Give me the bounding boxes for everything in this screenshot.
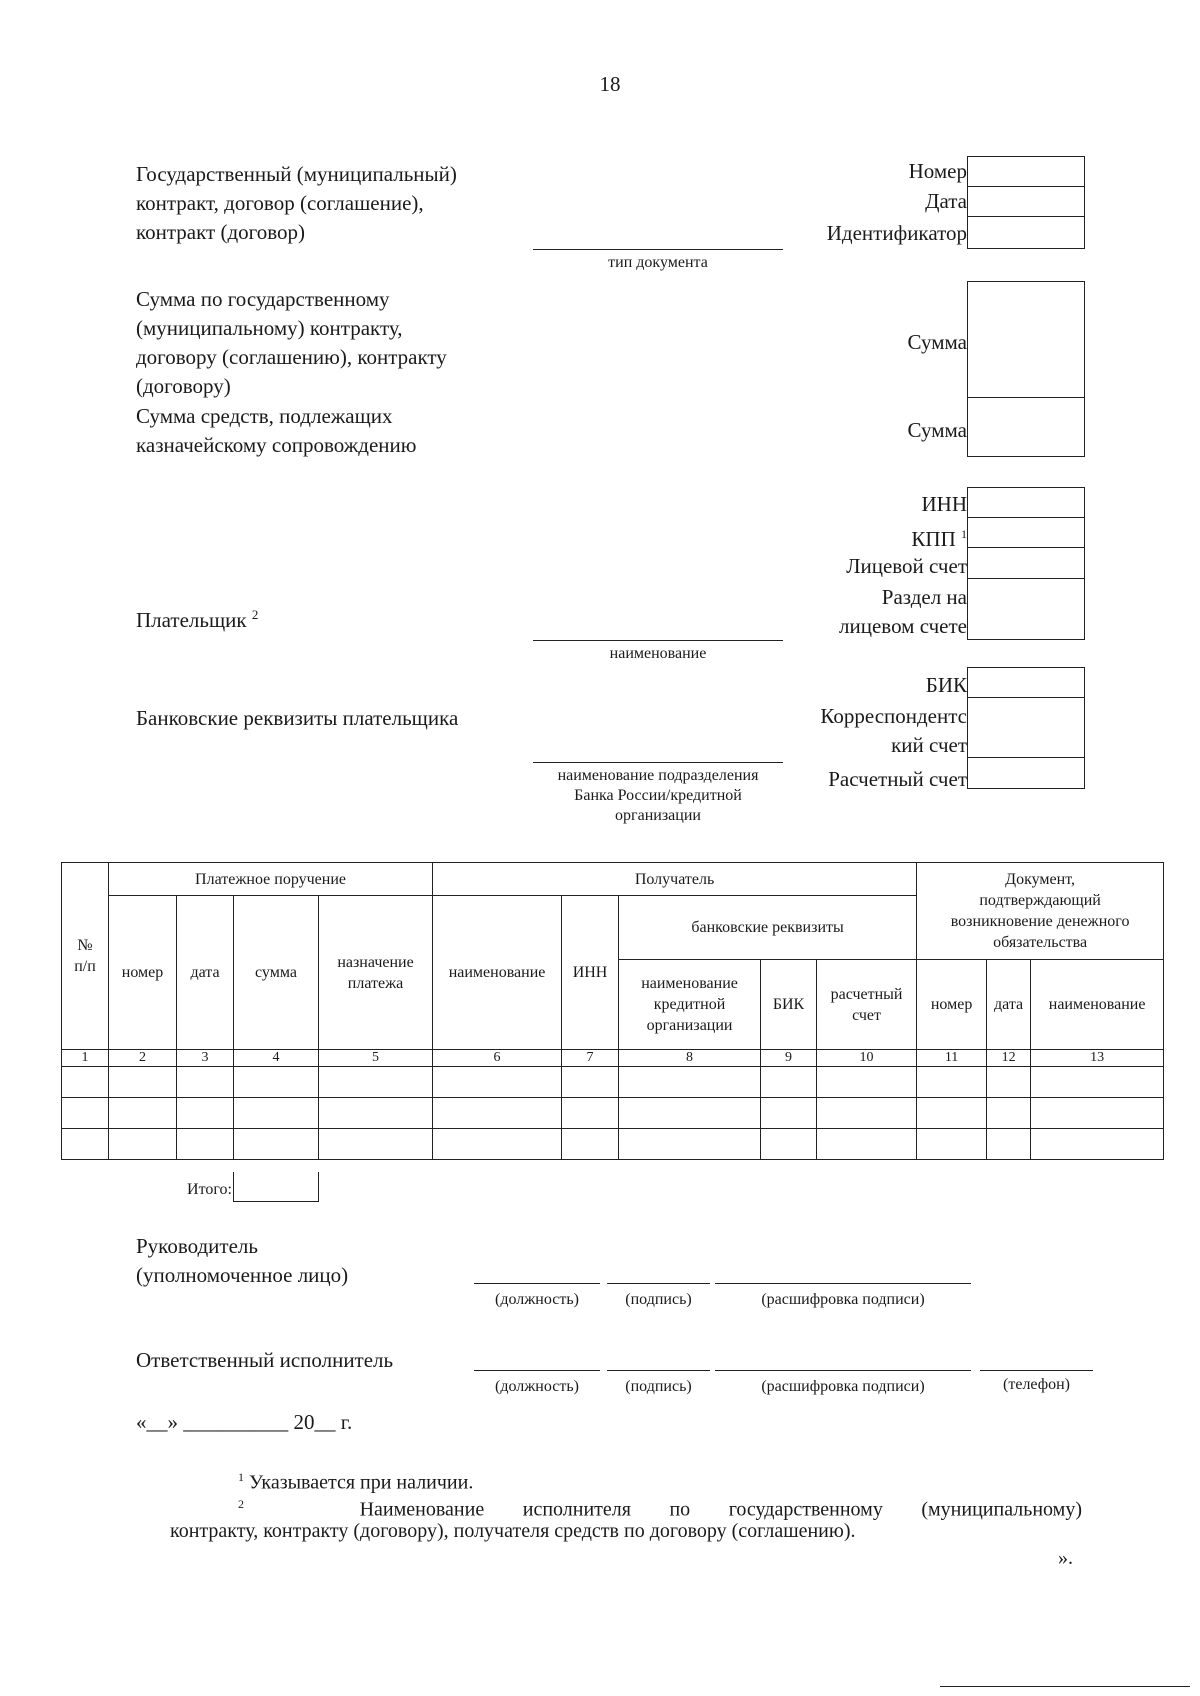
total-label: Итого:: [187, 1181, 232, 1198]
payer-account-label: Лицевой счет: [846, 554, 967, 578]
recipient-header: Получатель: [433, 863, 917, 896]
executor-phone-line[interactable]: [980, 1370, 1093, 1371]
contract-id-label: Идентификатор: [826, 221, 967, 245]
head-label: Руководитель (уполномоченное лицо): [136, 1234, 349, 1287]
document-type-caption: тип документа: [608, 254, 708, 271]
treasury-sum-field[interactable]: [967, 397, 1085, 457]
contract-sum-label: Сумма по государственному (муниципальному) контракту, договору (соглашению), контракту (договору): [136, 287, 447, 398]
closing-quote: ».: [1058, 1547, 1073, 1569]
bank-corr-field[interactable]: [967, 697, 1085, 759]
h-purpose: назначение платежа: [319, 896, 433, 1050]
h-name: наименование: [433, 896, 562, 1050]
h-account: расчетный счет: [817, 960, 917, 1050]
h-credit-org: наименование кредитной организации: [619, 960, 761, 1050]
col-num: 7: [562, 1050, 619, 1067]
payer-name-line[interactable]: [533, 640, 783, 641]
table-row[interactable]: [62, 1098, 1164, 1129]
executor-decoding-caption: (расшифровка подписи): [761, 1378, 925, 1395]
col-num: 13: [1031, 1050, 1164, 1067]
treasury-sum-field-label: Сумма: [907, 418, 967, 442]
payment-order-header: Платежное поручение: [109, 863, 433, 896]
contract-date-field[interactable]: [967, 186, 1085, 218]
payer-section-label: Раздел на лицевом счете: [839, 585, 967, 638]
h-number: номер: [109, 896, 177, 1050]
table-row[interactable]: [62, 1129, 1164, 1160]
bottom-rule: [940, 1686, 1190, 1687]
contract-sum-field-label: Сумма: [907, 330, 967, 354]
col-num: 1: [62, 1050, 109, 1067]
col-number-header: № п/п: [62, 863, 109, 1050]
executor-signature-line[interactable]: [607, 1370, 710, 1371]
h-date: дата: [177, 896, 234, 1050]
h-inn: ИНН: [562, 896, 619, 1050]
treasury-sum-label: Сумма средств, подлежащих казначейскому сопровождению: [136, 404, 417, 457]
h-bik: БИК: [761, 960, 817, 1050]
col-num: 9: [761, 1050, 817, 1067]
payer-kpp-label: КПП $^1$: [911, 527, 967, 551]
contract-number-field[interactable]: [967, 156, 1085, 188]
contract-label: Государственный (муниципальный) контракт, договор (соглашение), контракт (договор): [136, 162, 457, 244]
contract-number-label: Номер: [908, 159, 967, 183]
column-numbers-row: [62, 1050, 1164, 1067]
executor-position-line[interactable]: [474, 1370, 600, 1371]
payer-section-field[interactable]: [967, 578, 1085, 640]
bank-settlement-label: Расчетный счет: [828, 767, 967, 791]
bank-details-label: Банковские реквизиты плательщика: [136, 706, 459, 730]
contract-id-field[interactable]: [967, 216, 1085, 249]
head-position-caption: (должность): [495, 1291, 579, 1308]
executor-position-caption: (должность): [495, 1378, 579, 1395]
col-num: 4: [234, 1050, 319, 1067]
document-header: Документ, подтверждающий возникновение денежного обязательства: [917, 863, 1164, 960]
bank-corr-label: Корреспондентс кий счет: [820, 704, 967, 757]
head-position-line[interactable]: [474, 1283, 600, 1284]
head-decoding-caption: (расшифровка подписи): [761, 1291, 925, 1308]
col-num: 2: [109, 1050, 177, 1067]
executor-label: Ответственный исполнитель: [136, 1348, 394, 1372]
head-decoding-line[interactable]: [715, 1283, 971, 1284]
payer-name-caption: наименование: [609, 645, 707, 662]
footnote-2-line2: контракту, контракту (договору), получателя средств по договору (соглашению).: [170, 1520, 856, 1542]
document-type-line[interactable]: [533, 249, 783, 250]
table-row[interactable]: [62, 1067, 1164, 1098]
col-num: 12: [987, 1050, 1031, 1067]
page-number: 18: [599, 72, 621, 96]
payer-inn-field[interactable]: [967, 487, 1085, 519]
bank-bik-label: БИК: [925, 673, 967, 697]
footnote-2-line1: $^2$ Наименование исполнителя по государственному (муниципальному): [238, 1497, 1082, 1521]
head-signature-caption: (подпись): [625, 1291, 692, 1308]
col-num: 11: [917, 1050, 987, 1067]
col-num: 5: [319, 1050, 433, 1067]
executor-signature-caption: (подпись): [625, 1378, 692, 1395]
h-doc-name: наименование: [1031, 960, 1164, 1050]
head-signature-line[interactable]: [607, 1283, 710, 1284]
h-doc-number: номер: [917, 960, 987, 1050]
payer-inn-label: ИНН: [921, 492, 967, 516]
bank-name-caption: наименование подразделения Банка России/кредитной организации: [557, 767, 759, 824]
payer-kpp-field[interactable]: [967, 517, 1085, 549]
payments-table: [61, 862, 1164, 1160]
h-doc-date: дата: [987, 960, 1031, 1050]
col-num: 6: [433, 1050, 562, 1067]
bank-bik-field[interactable]: [967, 667, 1085, 699]
date-line[interactable]: «__» __________ 20__ г.: [136, 1410, 353, 1434]
col-num: 8: [619, 1050, 761, 1067]
col-num: 3: [177, 1050, 234, 1067]
bank-settlement-field[interactable]: [967, 757, 1085, 789]
executor-decoding-line[interactable]: [715, 1370, 971, 1371]
payer-account-field[interactable]: [967, 547, 1085, 580]
total-sum-field[interactable]: [233, 1172, 319, 1202]
contract-sum-field[interactable]: [967, 281, 1085, 399]
bank-name-line[interactable]: [533, 762, 783, 763]
h-bank-details: банковские реквизиты: [619, 896, 917, 960]
contract-date-label: Дата: [925, 189, 967, 213]
executor-phone-caption: (телефон): [1003, 1376, 1070, 1393]
h-sum: сумма: [234, 896, 319, 1050]
col-num: 10: [817, 1050, 917, 1067]
footnote-1: $^1$ Указывается при наличии.: [238, 1470, 474, 1494]
payer-label: Плательщик $^2$: [136, 607, 259, 632]
